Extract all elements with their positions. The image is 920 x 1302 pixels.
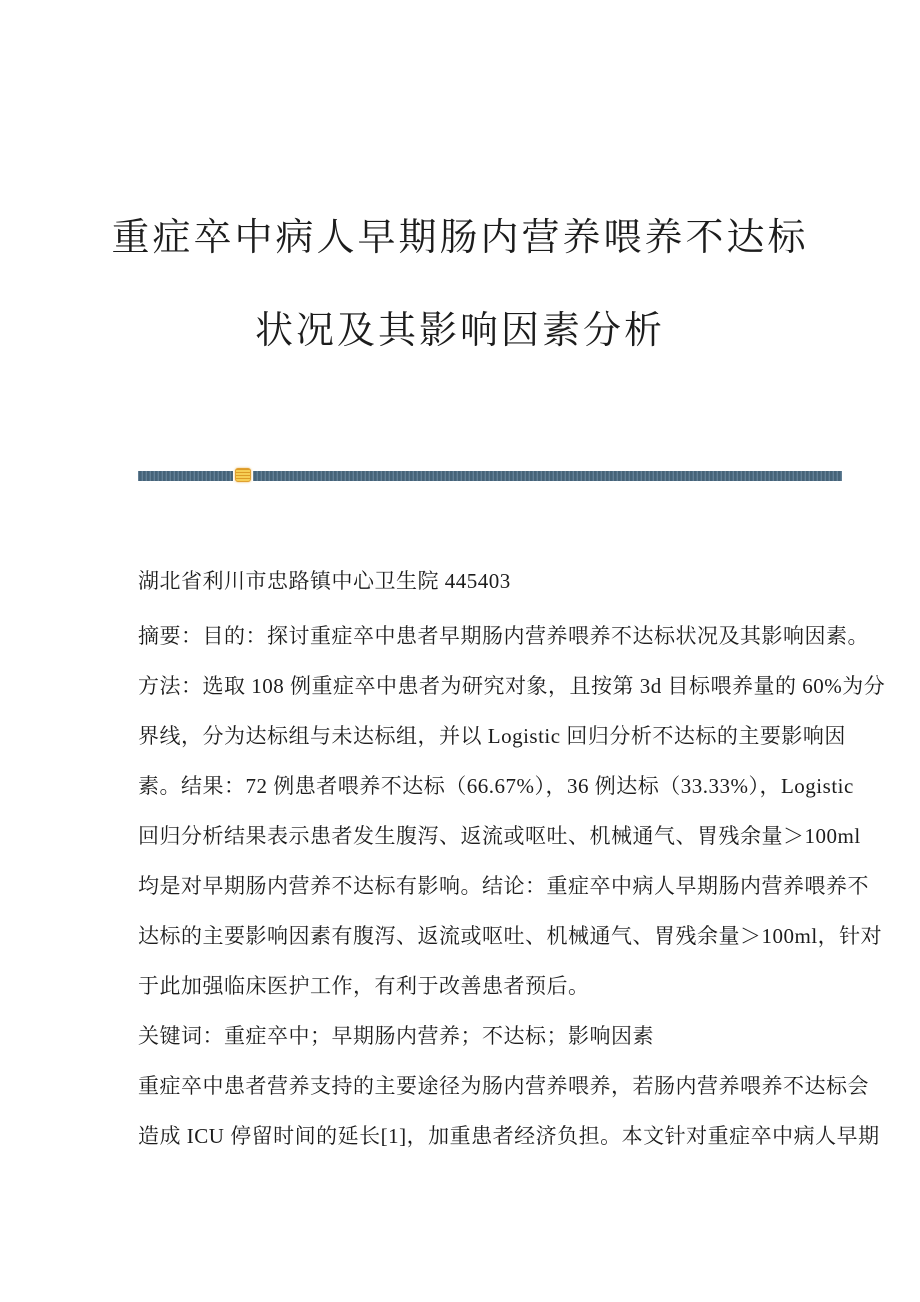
title-divider: [138, 471, 842, 481]
intro-line: 重症卒中患者营养支持的主要途径为肠内营养喂养，若肠内营养喂养不达标会: [138, 1074, 869, 1098]
abstract-line: 素。结果：72 例患者喂养不达标（66.67%），36 例达标（33.33%），Logistic: [138, 774, 854, 798]
document-title: [0, 192, 920, 378]
abstract-line: 摘要：目的：探讨重症卒中患者早期肠内营养喂养不达标状况及其影响因素。: [138, 624, 869, 648]
intro-paragraph: [138, 1061, 880, 1161]
document-title-line-1: 重症卒中病人早期肠内营养喂养不达标: [111, 217, 809, 259]
abstract-line: 达标的主要影响因素有腹泻、返流或呕吐、机械通气、胃残余量＞100ml，针对: [138, 924, 883, 948]
intro-line: 造成 ICU 停留时间的延长[1]，加重患者经济负担。本文针对重症卒中病人早期: [138, 1124, 880, 1148]
keywords-line: 关键词：重症卒中；早期肠内营养；不达标；影响因素: [138, 1024, 654, 1048]
abstract-line: 均是对早期肠内营养不达标有影响。结论：重症卒中病人早期肠内营养喂养不: [138, 874, 869, 898]
document-title-line-2: 状况及其影响因素分析: [254, 310, 665, 352]
affiliation-line: 湖北省利川市忠路镇中心卫生院 445403: [138, 569, 511, 593]
document-body: [138, 556, 886, 1161]
abstract-paragraph: [138, 611, 886, 1011]
divider-left-segment: [138, 471, 233, 481]
abstract-line: 于此加强临床医护工作，有利于改善患者预后。: [138, 974, 590, 998]
divider-right-segment: [253, 471, 842, 481]
abstract-line: 方法：选取 108 例重症卒中患者为研究对象，且按第 3d 目标喂养量的 60%为分: [138, 674, 886, 698]
abstract-line: 界线，分为达标组与未达标组，并以 Logistic 回归分析不达标的主要影响因: [138, 724, 846, 748]
abstract-line: 回归分析结果表示患者发生腹泻、返流或呕吐、机械通气、胃残余量＞100ml: [138, 824, 861, 848]
document-icon: [235, 468, 251, 482]
